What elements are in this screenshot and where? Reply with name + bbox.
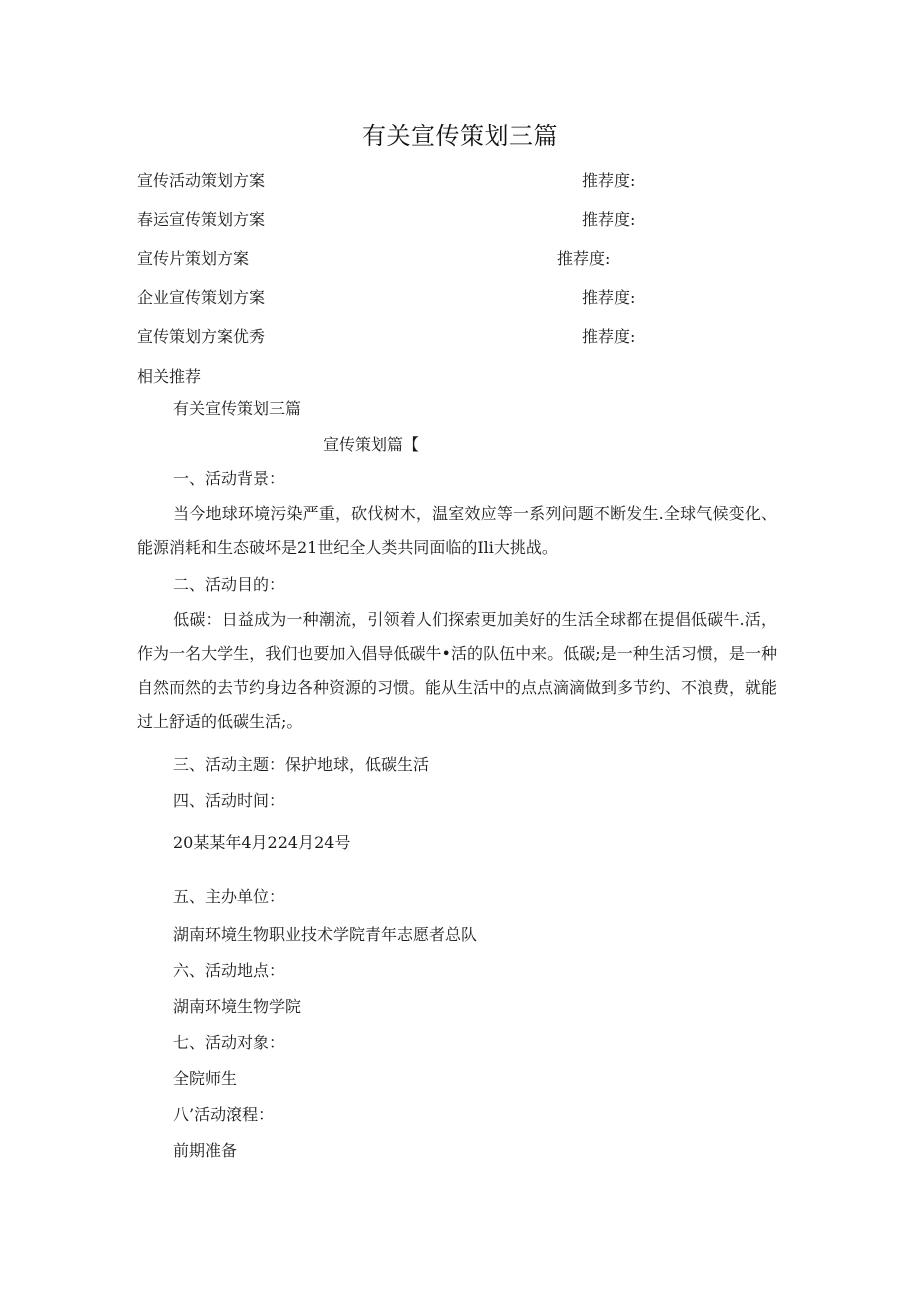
paragraph-background — [137, 497, 777, 565]
heading-purpose: 二、活动目的： — [173, 575, 286, 594]
section-heading: 宣传策划篇【 — [323, 435, 420, 454]
activity-time: 20某某年4月224月24号 — [173, 833, 351, 852]
activity-place: 湖南环境生物学院 — [173, 997, 302, 1016]
prep-stage: 前期准备 — [173, 1141, 238, 1160]
activity-target: 全院师生 — [173, 1069, 238, 1088]
paragraph-purpose-text: 低碳：日益成为一种潮流，引领着人们探索更加美好的生活全球都在提倡低碳牛.活，作为一名大学生，我们也要加入倡导低碳牛•活的队伍中来。低碳;是一种生活习惯，是一种自然而然的去节约身边各种资源的习惯。能从生活中的点点滴滴做到多节约、不浪费，就能过上舒适的低碳生活;。 — [137, 610, 778, 731]
toc-item-recommend: 推荐度: — [582, 171, 636, 190]
toc-item-recommend: 推荐度: — [582, 210, 636, 229]
related-label: 相关推荐 — [137, 367, 202, 386]
toc-item-name[interactable]: 宣传片策划方案 — [137, 249, 250, 268]
heading-background: 一、活动背景： — [173, 469, 286, 488]
heading-target: 七、活动对象： — [173, 1033, 286, 1052]
document-title: 有关宣传策划三篇 — [362, 122, 558, 150]
toc-item-name[interactable]: 春运宣传策划方案 — [137, 210, 266, 229]
paragraph-background-text: 当今地球环境污染严重，砍伐树木，温室效应等一系列问题不断发生.全球气候变化、能源消耗和生态破坏是21世纪全人类共同面临的Ili大挑战。 — [137, 504, 777, 557]
heading-time: 四、活动时间： — [173, 791, 286, 810]
toc-item-recommend: 推荐度: — [582, 327, 636, 346]
heading-theme: 三、活动主题：保护地球，低碳生活 — [173, 755, 430, 774]
paragraph-purpose — [137, 603, 777, 739]
article-subtitle: 有关宣传策划三篇 — [173, 399, 302, 418]
toc-item-recommend: 推荐度: — [557, 249, 611, 268]
heading-host: 五、主办单位： — [173, 887, 286, 906]
toc-item-name[interactable]: 宣传活动策划方案 — [137, 171, 266, 190]
toc-item-recommend: 推荐度: — [582, 288, 636, 307]
toc-item-name[interactable]: 宣传策划方案优秀 — [137, 327, 266, 346]
heading-process: 八’活动滾程： — [173, 1105, 275, 1124]
toc-item-name[interactable]: 企业宣传策划方案 — [137, 288, 266, 307]
host-unit: 湖南环境生物职业技术学院青年志愿者总队 — [173, 925, 478, 944]
heading-place: 六、活动地点： — [173, 961, 286, 980]
